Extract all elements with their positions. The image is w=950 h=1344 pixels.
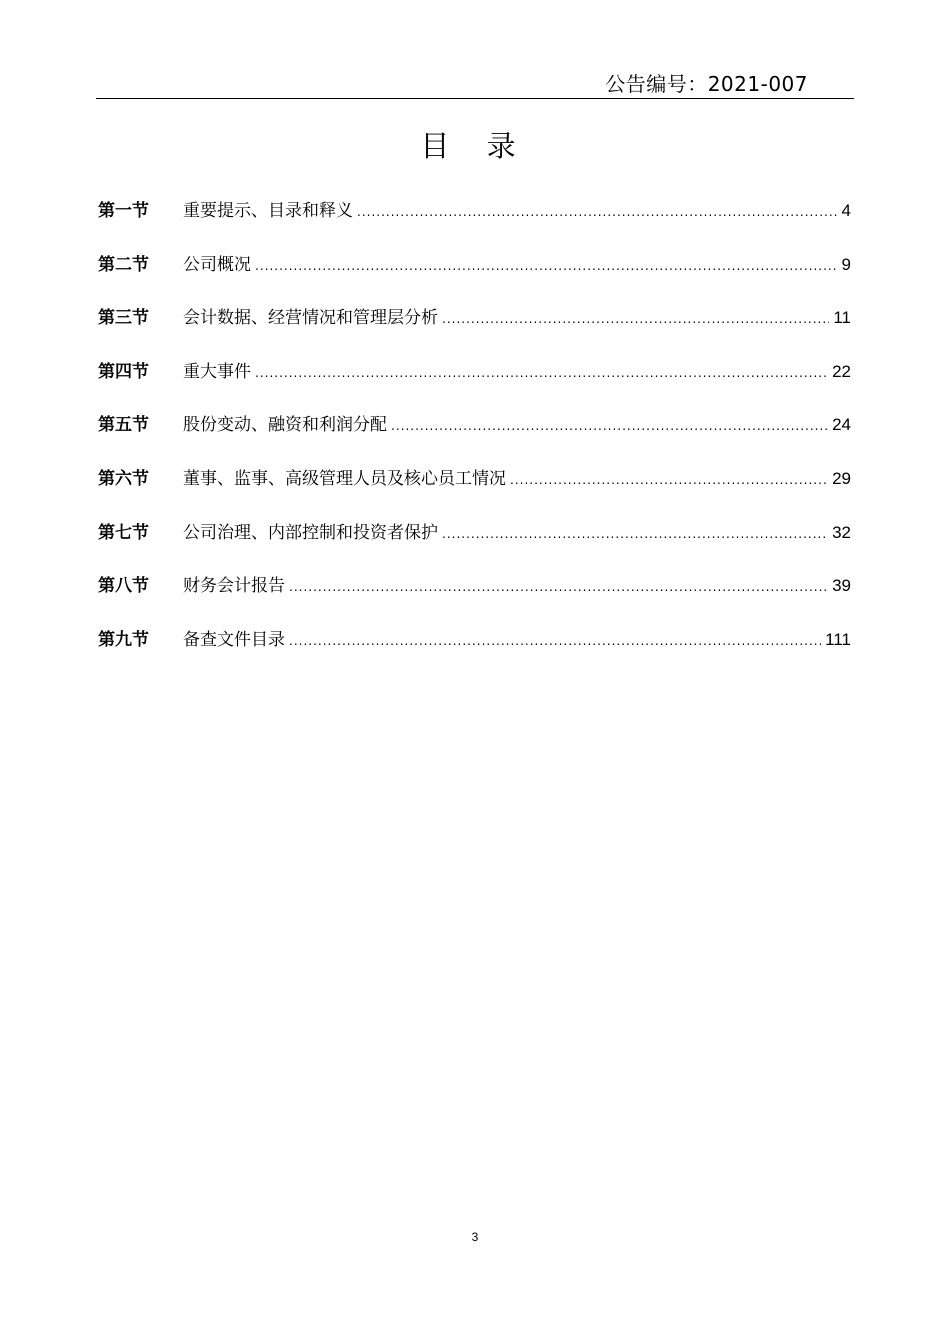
toc-section-title: 公司概况 [183, 254, 251, 275]
toc-entry[interactable] [98, 252, 851, 306]
page-title: 目 录 [420, 129, 530, 163]
toc-entry[interactable] [98, 359, 851, 413]
toc-section-title: 重大事件 [183, 361, 251, 382]
toc-page-number: 9 [841, 254, 851, 274]
toc-page-number: 32 [832, 522, 851, 542]
toc-leader-dots [357, 199, 838, 225]
toc-section-number: 第四节 [98, 361, 149, 382]
toc-section-number: 第七节 [98, 522, 149, 543]
toc-leader-dots [442, 306, 829, 332]
toc-section-number: 第九节 [98, 629, 149, 650]
toc-section-title: 股份变动、融资和利润分配 [183, 415, 387, 436]
toc-section-number: 第五节 [98, 415, 149, 436]
toc-entry[interactable] [98, 520, 851, 574]
toc-entry[interactable] [98, 573, 851, 627]
toc-section-title: 重要提示、目录和释义 [183, 201, 353, 221]
toc-section-number: 第二节 [98, 254, 149, 275]
toc-section-number: 第一节 [98, 201, 149, 221]
toc-section-title: 董事、监事、高级管理人员及核心员工情况 [183, 468, 506, 489]
toc-page-number: 4 [841, 201, 851, 220]
toc-section-title: 财务会计报告 [183, 576, 285, 597]
toc-leader-dots [442, 521, 828, 547]
toc-leader-dots [510, 467, 828, 493]
toc-page-number: 24 [832, 415, 851, 435]
toc-page-number: 111 [825, 629, 851, 649]
toc-section-title: 备查文件目录 [183, 629, 285, 650]
toc-leader-dots [289, 574, 828, 600]
toc-page-number: 39 [832, 576, 851, 596]
toc-section-number: 第六节 [98, 468, 149, 489]
toc-leader-dots [255, 253, 838, 279]
page-number: 3 [471, 1230, 479, 1244]
toc-entry[interactable] [98, 466, 851, 520]
toc-entry[interactable] [98, 627, 851, 681]
toc-section-number: 第三节 [98, 308, 149, 329]
toc-page-number: 29 [832, 468, 851, 488]
toc-entry[interactable] [98, 412, 851, 466]
toc-section-number: 第八节 [98, 576, 149, 597]
header-divider [96, 98, 854, 99]
toc-leader-dots [255, 360, 828, 386]
toc-page-number: 22 [832, 361, 851, 381]
toc-leader-dots [289, 628, 821, 654]
toc-page-number: 11 [833, 308, 851, 328]
table-of-contents [98, 198, 851, 680]
toc-section-title: 公司治理、内部控制和投资者保护 [183, 522, 438, 543]
toc-entry[interactable] [98, 198, 851, 252]
toc-entry[interactable] [98, 305, 851, 359]
toc-section-title: 会计数据、经营情况和管理层分析 [183, 308, 438, 329]
toc-leader-dots [391, 413, 828, 439]
announcement-number: 公告编号：2021-007 [605, 72, 808, 96]
